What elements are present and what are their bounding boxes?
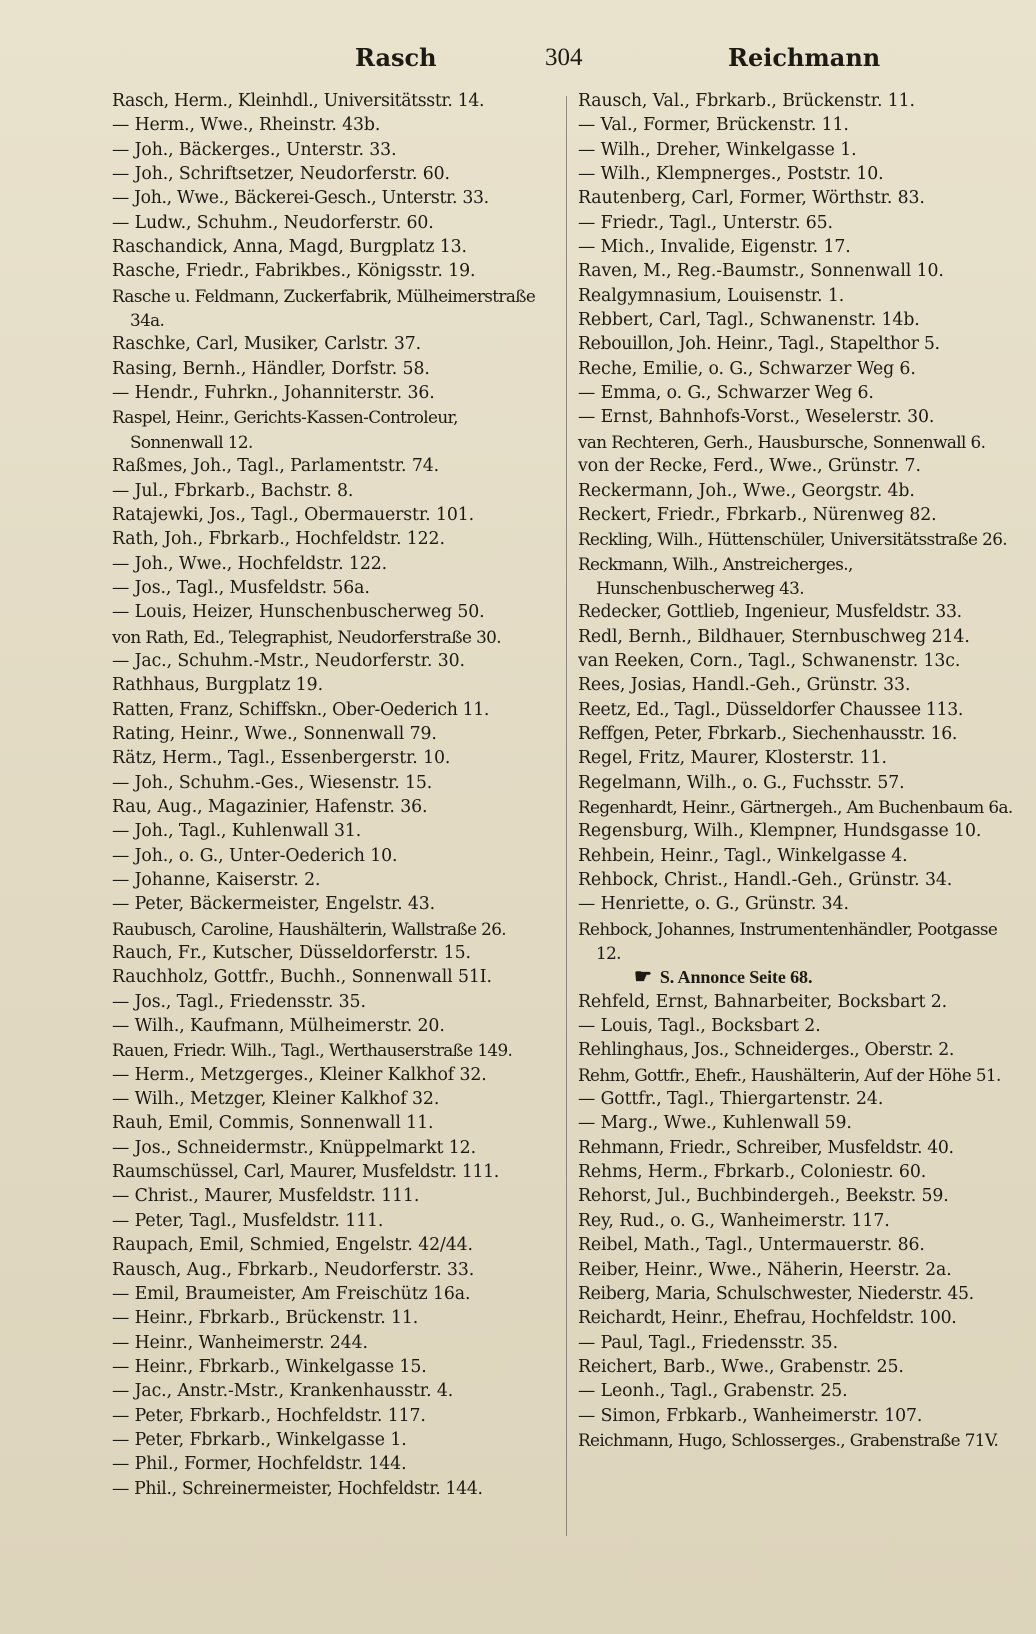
directory-entry: Reichert, Barb., Wwe., Grabenstr. 25. bbox=[578, 1356, 904, 1377]
directory-entry: — Simon, Frbkarb., Wanheimerstr. 107. bbox=[578, 1405, 923, 1426]
directory-entry: — Jac., Anstr.-Mstr., Krankenhausstr. 4. bbox=[112, 1381, 454, 1402]
directory-entry: — Joh., o. G., Unter-Oederich 10. bbox=[112, 845, 398, 866]
directory-entry: Reche, Emilie, o. G., Schwarzer Weg 6. bbox=[578, 358, 916, 379]
directory-entry: Rau, Aug., Magazinier, Hafenstr. 36. bbox=[112, 796, 428, 817]
directory-entry: Rasch, Herm., Kleinhdl., Universitätsstr. 14. bbox=[112, 91, 485, 111]
directory-entry: Regenhardt, Heinr., Gärtnergeh., Am Buchenbaum 6a. bbox=[578, 796, 1013, 817]
directory-entry: von der Recke, Ferd., Wwe., Grünstr. 7. bbox=[578, 456, 921, 477]
directory-entry: — Joh., Wwe., Hochfeldstr. 122. bbox=[112, 553, 388, 574]
directory-entry: — Phil., Schreinermeister, Hochfeldstr. 144. bbox=[112, 1478, 483, 1499]
directory-entry: Realgymnasium, Louisenstr. 1. bbox=[578, 285, 845, 306]
directory-entry: — Herm., Wwe., Rheinstr. 43b. bbox=[112, 115, 381, 136]
directory-entry: — Joh., Bäckerges., Unterstr. 33. bbox=[112, 139, 397, 160]
directory-entry: Rasing, Bernh., Händler, Dorfstr. 58. bbox=[112, 358, 430, 379]
directory-entry: Rating, Heinr., Wwe., Sonnenwall 79. bbox=[112, 723, 437, 744]
directory-entry: — Wilh., Metzger, Kleiner Kalkhof 32. bbox=[112, 1089, 440, 1110]
directory-entry: Raspel, Heinr., Gerichts-Kassen-Controleur, Sonnenwall 12. bbox=[112, 407, 458, 452]
directory-entry: Rehorst, Jul., Buchbindergeh., Beekstr. 59. bbox=[578, 1186, 949, 1207]
directory-entry: Rebbert, Carl, Tagl., Schwanenstr. 14b. bbox=[578, 310, 920, 331]
pointing-hand-icon: ☛ bbox=[634, 966, 652, 989]
directory-entry: Rasche u. Feldmann, Zuckerfabrik, Mülheimerstraße 34a. bbox=[112, 285, 536, 331]
directory-entry: Rehm, Gottfr., Ehefr., Haushälterin, Auf der Höhe 51. bbox=[578, 1064, 1001, 1085]
directory-entry: Raven, M., Reg.-Baumstr., Sonnenwall 10. bbox=[578, 261, 944, 282]
directory-entry: — Peter, Fbrkarb., Winkelgasse 1. bbox=[112, 1429, 407, 1450]
directory-entry: — Marg., Wwe., Kuhlenwall 59. bbox=[578, 1113, 852, 1134]
directory-entry: Rehms, Herm., Fbrkarb., Coloniestr. 60. bbox=[578, 1162, 927, 1183]
directory-entry: Raschke, Carl, Musiker, Carlstr. 37. bbox=[112, 334, 421, 355]
directory-entry: Rauchholz, Gottfr., Buchh., Sonnenwall 51I. bbox=[112, 967, 492, 988]
directory-entry: Rätz, Herm., Tagl., Essenbergerstr. 10. bbox=[112, 748, 451, 769]
directory-entry: — Joh., Schuhm.-Ges., Wiesenstr. 15. bbox=[112, 772, 433, 793]
directory-entry: — Paul, Tagl., Friedensstr. 35. bbox=[578, 1332, 838, 1353]
right-column-part-a bbox=[578, 89, 1015, 965]
directory-entry: Reiberg, Maria, Schulschwester, Niederstr. 45. bbox=[578, 1283, 974, 1304]
directory-entry: — Emma, o. G., Schwarzer Weg 6. bbox=[578, 383, 874, 404]
directory-entry: — Jos., Tagl., Friedensstr. 35. bbox=[112, 991, 366, 1012]
directory-entry: Rehbein, Heinr., Tagl., Winkelgasse 4. bbox=[578, 845, 908, 866]
directory-entry: Rehmann, Friedr., Schreiber, Musfeldstr. 40. bbox=[578, 1137, 954, 1158]
directory-entry: Ratajewki, Jos., Tagl., Obermauerstr. 101. bbox=[112, 504, 475, 525]
directory-entry: von Rath, Ed., Telegraphist, Neudorferstraße 30. bbox=[112, 626, 501, 647]
directory-entry: Rasche, Friedr., Fabrikbes., Königsstr. 19. bbox=[112, 261, 476, 282]
directory-entry: — Jos., Schneidermstr., Knüppelmarkt 12. bbox=[112, 1137, 476, 1158]
directory-entry: Reibel, Math., Tagl., Untermauerstr. 86. bbox=[578, 1235, 925, 1256]
directory-entry: Reckmann, Wilh., Anstreicherges., Hunschenbuscherweg 43. bbox=[578, 553, 853, 598]
directory-entry: — Johanne, Kaiserstr. 2. bbox=[112, 870, 321, 890]
directory-entry: van Rechteren, Gerh., Hausbursche, Sonnenwall 6. bbox=[578, 431, 986, 452]
directory-entry: Rautenberg, Carl, Former, Wörthstr. 83. bbox=[578, 188, 925, 209]
directory-entry: — Joh., Tagl., Kuhlenwall 31. bbox=[112, 821, 362, 842]
directory-entry: — Joh., Wwe., Bäckerei-Gesch., Unterstr. 33. bbox=[112, 188, 489, 209]
directory-entry: — Heinr., Wanheimerstr. 244. bbox=[112, 1332, 368, 1353]
directory-entry: Rausch, Aug., Fbrkarb., Neudorferstr. 33. bbox=[112, 1259, 475, 1280]
directory-entry: Regensburg, Wilh., Klempner, Hundsgasse 10. bbox=[578, 821, 982, 842]
directory-entry: — Phil., Former, Hochfeldstr. 144. bbox=[112, 1454, 407, 1475]
directory-entry: — Herm., Metzgerges., Kleiner Kalkhof 32. bbox=[112, 1064, 487, 1085]
directory-entry: Rebouillon, Joh. Heinr., Tagl., Stapelthor 5. bbox=[578, 334, 940, 355]
directory-entry: Regelmann, Wilh., o. G., Fuchsstr. 57. bbox=[578, 772, 905, 793]
directory-entry: — Leonh., Tagl., Grabenstr. 25. bbox=[578, 1381, 848, 1402]
directory-entry: — Joh., Schriftsetzer, Neudorferstr. 60. bbox=[112, 164, 450, 185]
directory-entry: — Henriette, o. G., Grünstr. 34. bbox=[578, 894, 849, 915]
directory-entry: Reiber, Heinr., Wwe., Näherin, Heerstr. 2a. bbox=[578, 1259, 952, 1280]
header-first-entry: Rasch bbox=[355, 43, 437, 72]
page-header bbox=[0, 42, 1036, 78]
directory-entry: Regel, Fritz, Maurer, Klosterstr. 11. bbox=[578, 748, 887, 769]
directory-entry: — Jac., Schuhm.-Mstr., Neudorferstr. 30. bbox=[112, 650, 465, 671]
directory-entry: Reffgen, Peter, Fbrkarb., Siechenhausstr. 16. bbox=[578, 723, 958, 744]
directory-entry: — Mich., Invalide, Eigenstr. 17. bbox=[578, 237, 851, 258]
header-last-entry: Reichmann bbox=[728, 43, 881, 72]
page-number: 304 bbox=[545, 44, 583, 71]
directory-entry: — Ernst, Bahnhofs-Vorst., Weselerstr. 30. bbox=[578, 407, 935, 428]
directory-entry: van Reeken, Corn., Tagl., Schwanenstr. 13c. bbox=[578, 650, 961, 671]
directory-entry: — Hendr., Fuhrkn., Johanniterstr. 36. bbox=[112, 383, 435, 404]
directory-entry: Reichmann, Hugo, Schlosserges., Grabenstraße 71V. bbox=[578, 1429, 999, 1450]
directory-entry: — Friedr., Tagl., Unterstr. 65. bbox=[578, 212, 833, 233]
directory-entry: — Val., Former, Brückenstr. 11. bbox=[578, 115, 849, 136]
directory-entry: Reetz, Ed., Tagl., Düsseldorfer Chaussee 113. bbox=[578, 699, 963, 720]
directory-entry: — Ludw., Schuhm., Neudorferstr. 60. bbox=[112, 212, 434, 233]
directory-entry: Reckling, Wilh., Hüttenschüler, Universitätsstraße 26. bbox=[578, 529, 1008, 550]
directory-entry: — Christ., Maurer, Musfeldstr. 111. bbox=[112, 1186, 420, 1207]
column-divider bbox=[566, 96, 567, 1536]
directory-entry: Rehbock, Johannes, Instrumentenhändler, Pootgasse 12. bbox=[578, 918, 998, 964]
directory-entry: Raschandick, Anna, Magd, Burgplatz 13. bbox=[112, 237, 467, 258]
directory-entry: — Heinr., Fbrkarb., Winkelgasse 15. bbox=[112, 1356, 427, 1377]
directory-entry: Reichardt, Heinr., Ehefrau, Hochfeldstr. 100. bbox=[578, 1308, 957, 1329]
directory-entry: Raupach, Emil, Schmied, Engelstr. 42/44. bbox=[112, 1235, 473, 1256]
directory-entry: Rath, Joh., Fbrkarb., Hochfeldstr. 122. bbox=[112, 529, 445, 550]
directory-entry: — Peter, Bäckermeister, Engelstr. 43. bbox=[112, 894, 436, 915]
directory-entry: Reckert, Friedr., Fbrkarb., Nürenweg 82. bbox=[578, 504, 937, 525]
directory-entry: — Jos., Tagl., Musfeldstr. 56a. bbox=[112, 577, 370, 598]
directory-entry: Redl, Bernh., Bildhauer, Sternbuschweg 214. bbox=[578, 626, 970, 647]
directory-entry: — Peter, Tagl., Musfeldstr. 111. bbox=[112, 1210, 384, 1231]
directory-entry: Redecker, Gottlieb, Ingenieur, Musfeldstr. 33. bbox=[578, 602, 962, 623]
directory-entry: Rathhaus, Burgplatz 19. bbox=[112, 675, 323, 696]
directory-entry: Raßmes, Joh., Tagl., Parlamentstr. 74. bbox=[112, 456, 439, 477]
directory-entry: Rehlinghaus, Jos., Schneiderges., Oberstr. 2. bbox=[578, 1040, 955, 1061]
directory-entry: Rees, Josias, Handl.-Geh., Grünstr. 33. bbox=[578, 675, 911, 696]
directory-entry: — Heinr., Fbrkarb., Brückenstr. 11. bbox=[112, 1308, 419, 1329]
right-column bbox=[578, 89, 1015, 1452]
directory-entry: — Wilh., Kaufmann, Mülheimerstr. 20. bbox=[112, 1016, 445, 1037]
directory-entry: — Peter, Fbrkarb., Hochfeldstr. 117. bbox=[112, 1405, 426, 1426]
directory-entry: — Jul., Fbrkarb., Bachstr. 8. bbox=[112, 480, 354, 501]
directory-entry: Rehfeld, Ernst, Bahnarbeiter, Bocksbart 2. bbox=[578, 991, 948, 1012]
directory-entry: Ratten, Franz, Schiffskn., Ober-Oederich 11. bbox=[112, 699, 490, 720]
directory-entry: — Louis, Tagl., Bocksbart 2. bbox=[578, 1016, 821, 1037]
directory-entry: Rauen, Friedr. Wilh., Tagl., Werthauserstraße 149. bbox=[112, 1040, 513, 1061]
directory-entry: Rauch, Fr., Kutscher, Düsseldorferstr. 15. bbox=[112, 943, 471, 964]
left-column bbox=[112, 89, 552, 1501]
directory-entry: Rauh, Emil, Commis, Sonnenwall 11. bbox=[112, 1113, 434, 1134]
directory-entry: Reckermann, Joh., Wwe., Georgstr. 4b. bbox=[578, 480, 915, 501]
directory-entry: — Wilh., Dreher, Winkelgasse 1. bbox=[578, 139, 857, 160]
directory-entry: Raubusch, Caroline, Haushälterin, Wallstraße 26. bbox=[112, 918, 507, 939]
annonce-text: S. Annonce Seite 68. bbox=[659, 967, 813, 988]
directory-entry: — Louis, Heizer, Hunschenbuscherweg 50. bbox=[112, 602, 485, 623]
directory-entry: — Gottfr., Tagl., Thiergartenstr. 24. bbox=[578, 1089, 884, 1110]
annonce-note bbox=[578, 965, 1015, 989]
directory-entry: Raumschüssel, Carl, Maurer, Musfeldstr. 111. bbox=[112, 1162, 499, 1183]
directory-entry: — Emil, Braumeister, Am Freischütz 16a. bbox=[112, 1283, 471, 1304]
directory-entry: Rey, Rud., o. G., Wanheimerstr. 117. bbox=[578, 1210, 890, 1231]
right-column-part-b bbox=[578, 990, 1015, 1453]
directory-entry: — Wilh., Klempnerges., Poststr. 10. bbox=[578, 164, 884, 185]
directory-entry: Rausch, Val., Fbrkarb., Brückenstr. 11. bbox=[578, 91, 915, 111]
directory-entry: Rehbock, Christ., Handl.-Geh., Grünstr. 34. bbox=[578, 870, 953, 890]
